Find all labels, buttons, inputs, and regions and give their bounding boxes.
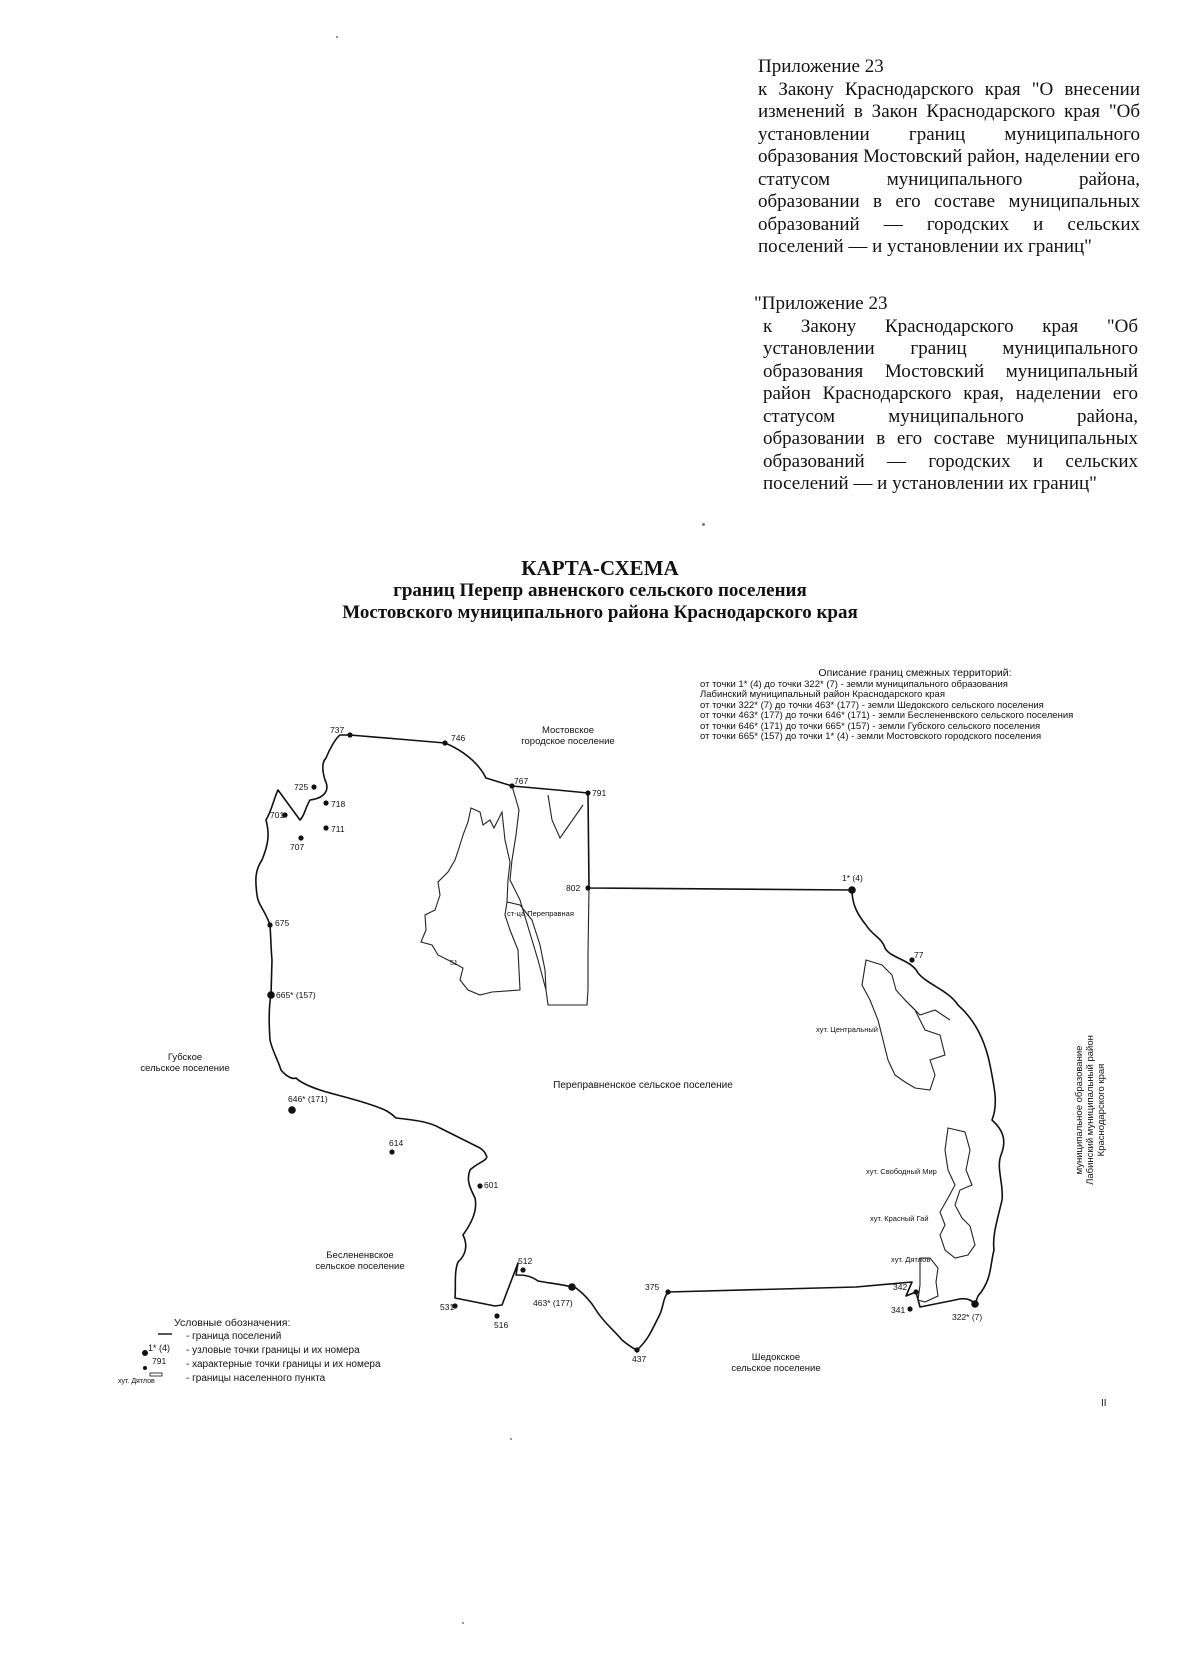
map-title-line-1: КАРТА-СХЕМА: [521, 556, 679, 580]
point-label: 701: [270, 810, 285, 820]
settlement-outline-svobodny-mir: [940, 1128, 975, 1258]
point-label: 322* (7): [952, 1312, 983, 1322]
point-label: 707: [290, 842, 305, 852]
neighbor-label-mostovskoe: Мостовское: [541, 725, 595, 736]
settlement-label-perepravnaya: ст-ца Переправная: [507, 909, 574, 918]
settlement-label-krasny-gay: хут. Красный Гай: [870, 1214, 929, 1223]
settlement-outline-dyatlov: [918, 1258, 938, 1302]
char-point-711: [323, 825, 328, 830]
main-territory-label: Переправненское сельское поселение: [553, 1080, 733, 1091]
char-point-746: [442, 740, 447, 745]
char-point-791: [585, 790, 590, 795]
char-point-512: [520, 1267, 525, 1272]
scan-speck: [462, 1622, 464, 1624]
point-label: 375: [645, 1282, 660, 1292]
char-point-375: [665, 1289, 670, 1294]
boundary-description-title: Описание границ смежных территорий:: [818, 667, 1012, 679]
boundary-description-line: от точки 322* (7) до точки 463* (177) - земли Шедокского сельского поселения: [700, 699, 1044, 711]
boundary-description-line: Лабинский муниципальный район Краснодарского края: [700, 689, 945, 700]
settlement-outline-centralny: [905, 1000, 950, 1020]
point-label: 342: [893, 1282, 908, 1292]
char-point-737: [347, 732, 352, 737]
settlement-label-dyatlov: хут. Дятлов: [891, 1255, 931, 1264]
point-label: 463* (177): [533, 1298, 573, 1308]
legend-row-characteristic: [118, 1358, 438, 1372]
point-label: 718: [331, 799, 346, 809]
point-label: 737: [330, 725, 345, 735]
appendix-text: к Закону Краснодарского края "Об установлении границ муниципального образования Мостовский муниципальный район Краснодарского края, наделении его статусом муниципального района, образовании в его составе муниципальных образований — городских и сельских поселений — и установлении их границ": [763, 315, 1138, 494]
point-label: 746: [451, 733, 466, 743]
neighbor-label-shedokskoe: Шедокское: [751, 1352, 801, 1363]
legend-label: - характерные точки границы и их номера: [186, 1359, 381, 1370]
char-point-802: [585, 885, 590, 890]
page-mark: II: [1101, 1398, 1107, 1409]
map-legend: [118, 1316, 438, 1386]
point-label: 437: [632, 1354, 647, 1364]
char-point-342: [913, 1289, 918, 1294]
appendix-text: к Закону Краснодарского края "О внесении изменений в Закон Краснодарского края "Об установлении границ муниципального образования Мостовский район, наделении его статусом муниципального района, образовании в его составе муниципальных образований — городских и сельских поселений — и установлении их границ": [758, 78, 1140, 257]
char-point-614: [389, 1149, 394, 1154]
point-label: 646* (171): [288, 1094, 328, 1104]
neighbor-labels: [140, 725, 820, 1374]
point-label: 767: [514, 776, 529, 786]
settlement-outline-perepravnaya: [421, 808, 520, 995]
char-point-718: [323, 800, 328, 805]
scan-speck: [336, 36, 338, 38]
point-label: 802: [566, 883, 581, 893]
point-label: 516: [494, 1320, 509, 1330]
char-point-601: [477, 1183, 482, 1188]
point-label: 601: [484, 1180, 499, 1190]
settlement-label-svobodny-mir: хут. Свободный Мир: [866, 1167, 937, 1176]
scan-speck: [702, 523, 705, 526]
node-point-1: [848, 886, 856, 894]
char-point-707: [298, 835, 303, 840]
settlement-outline-perepravnaya: [510, 786, 589, 1005]
neighbor-label-beslenevskoe: Беслененвское: [326, 1250, 394, 1261]
point-label: 675: [275, 918, 290, 928]
legend-title: Условные обозначения:: [174, 1317, 291, 1329]
neighbor-label-gubskoe: сельское поселение: [140, 1063, 230, 1074]
settlement-outline-perepravnaya: [548, 795, 583, 838]
node-points: [267, 886, 979, 1308]
point-label: 1* (4): [842, 873, 863, 883]
settlement-label-centralny: хут. Центральный: [816, 1025, 878, 1034]
neighbor-label-labinsky-line: Краснодарского края: [1096, 1063, 1107, 1157]
legend-row-settlement: [118, 1372, 438, 1386]
boundary-description-line: от точки 1* (4) до точки 322* (7) - земли муниципального образования: [700, 678, 1008, 690]
boundary-description-line: от точки 646* (171) до точки 665* (157) - земли Губского сельского поселения: [700, 720, 1041, 732]
node-point-665: [267, 991, 275, 999]
point-label: 791: [592, 788, 607, 798]
char-point-437: [634, 1347, 639, 1352]
boundary-description-line: от точки 463* (177) до точки 646* (171) - земли Беслененвского сельского поселения: [700, 710, 1074, 721]
point-label: 531: [440, 1302, 455, 1312]
appendix-heading: "Приложение 23: [754, 293, 888, 314]
char-point-725: [311, 784, 316, 789]
legend-label: - узловые точки границы и их номера: [186, 1345, 360, 1356]
neighbor-label-labinsky-line: муниципальное образование: [1074, 1045, 1085, 1175]
neighbor-label-gubskoe: Губское: [167, 1052, 203, 1063]
map-title-line-3: Мостовского муниципального района Краснодарского края: [342, 602, 858, 623]
point-label: 725: [294, 782, 309, 792]
neighbor-label-labinsky: [1074, 1035, 1107, 1185]
point-label: 77: [914, 950, 924, 960]
legend-node-example: 1* (4): [148, 1343, 171, 1353]
point-label: 51: [450, 960, 458, 967]
node-point-463: [568, 1283, 576, 1291]
char-point-341: [907, 1306, 912, 1311]
neighbor-label-shedokskoe: сельское поселение: [731, 1363, 821, 1374]
legend-char-example: 791: [152, 1356, 167, 1366]
map-title-line-2: границ Перепр авненского сельского поселения: [393, 580, 807, 601]
scan-speck: [510, 1438, 512, 1440]
char-point-516: [494, 1313, 499, 1318]
legend-settlement-example: хут. Дятлов: [118, 1378, 155, 1385]
point-label: 341: [891, 1305, 906, 1315]
appendix-heading: Приложение 23: [758, 56, 884, 77]
boundary-description-line: от точки 665* (157) до точки 1* (4) - земли Мостовского городского поселения: [700, 731, 1042, 742]
char-point-675: [267, 922, 272, 927]
legend-label: - границы населенного пункта: [186, 1373, 326, 1384]
point-label: 614: [389, 1138, 404, 1148]
node-point-322: [971, 1300, 979, 1308]
neighbor-label-labinsky-line: Лабинский муниципальный район: [1085, 1035, 1096, 1185]
point-label: 665* (157): [276, 990, 316, 1000]
point-label: 711: [331, 824, 345, 834]
node-point-646: [288, 1106, 296, 1114]
legend-label: - граница поселений: [186, 1331, 282, 1342]
neighbor-label-beslenevskoe: сельское поселение: [315, 1261, 405, 1272]
point-label: 512: [518, 1256, 533, 1266]
neighbor-label-mostovskoe: городское поселение: [521, 736, 615, 747]
